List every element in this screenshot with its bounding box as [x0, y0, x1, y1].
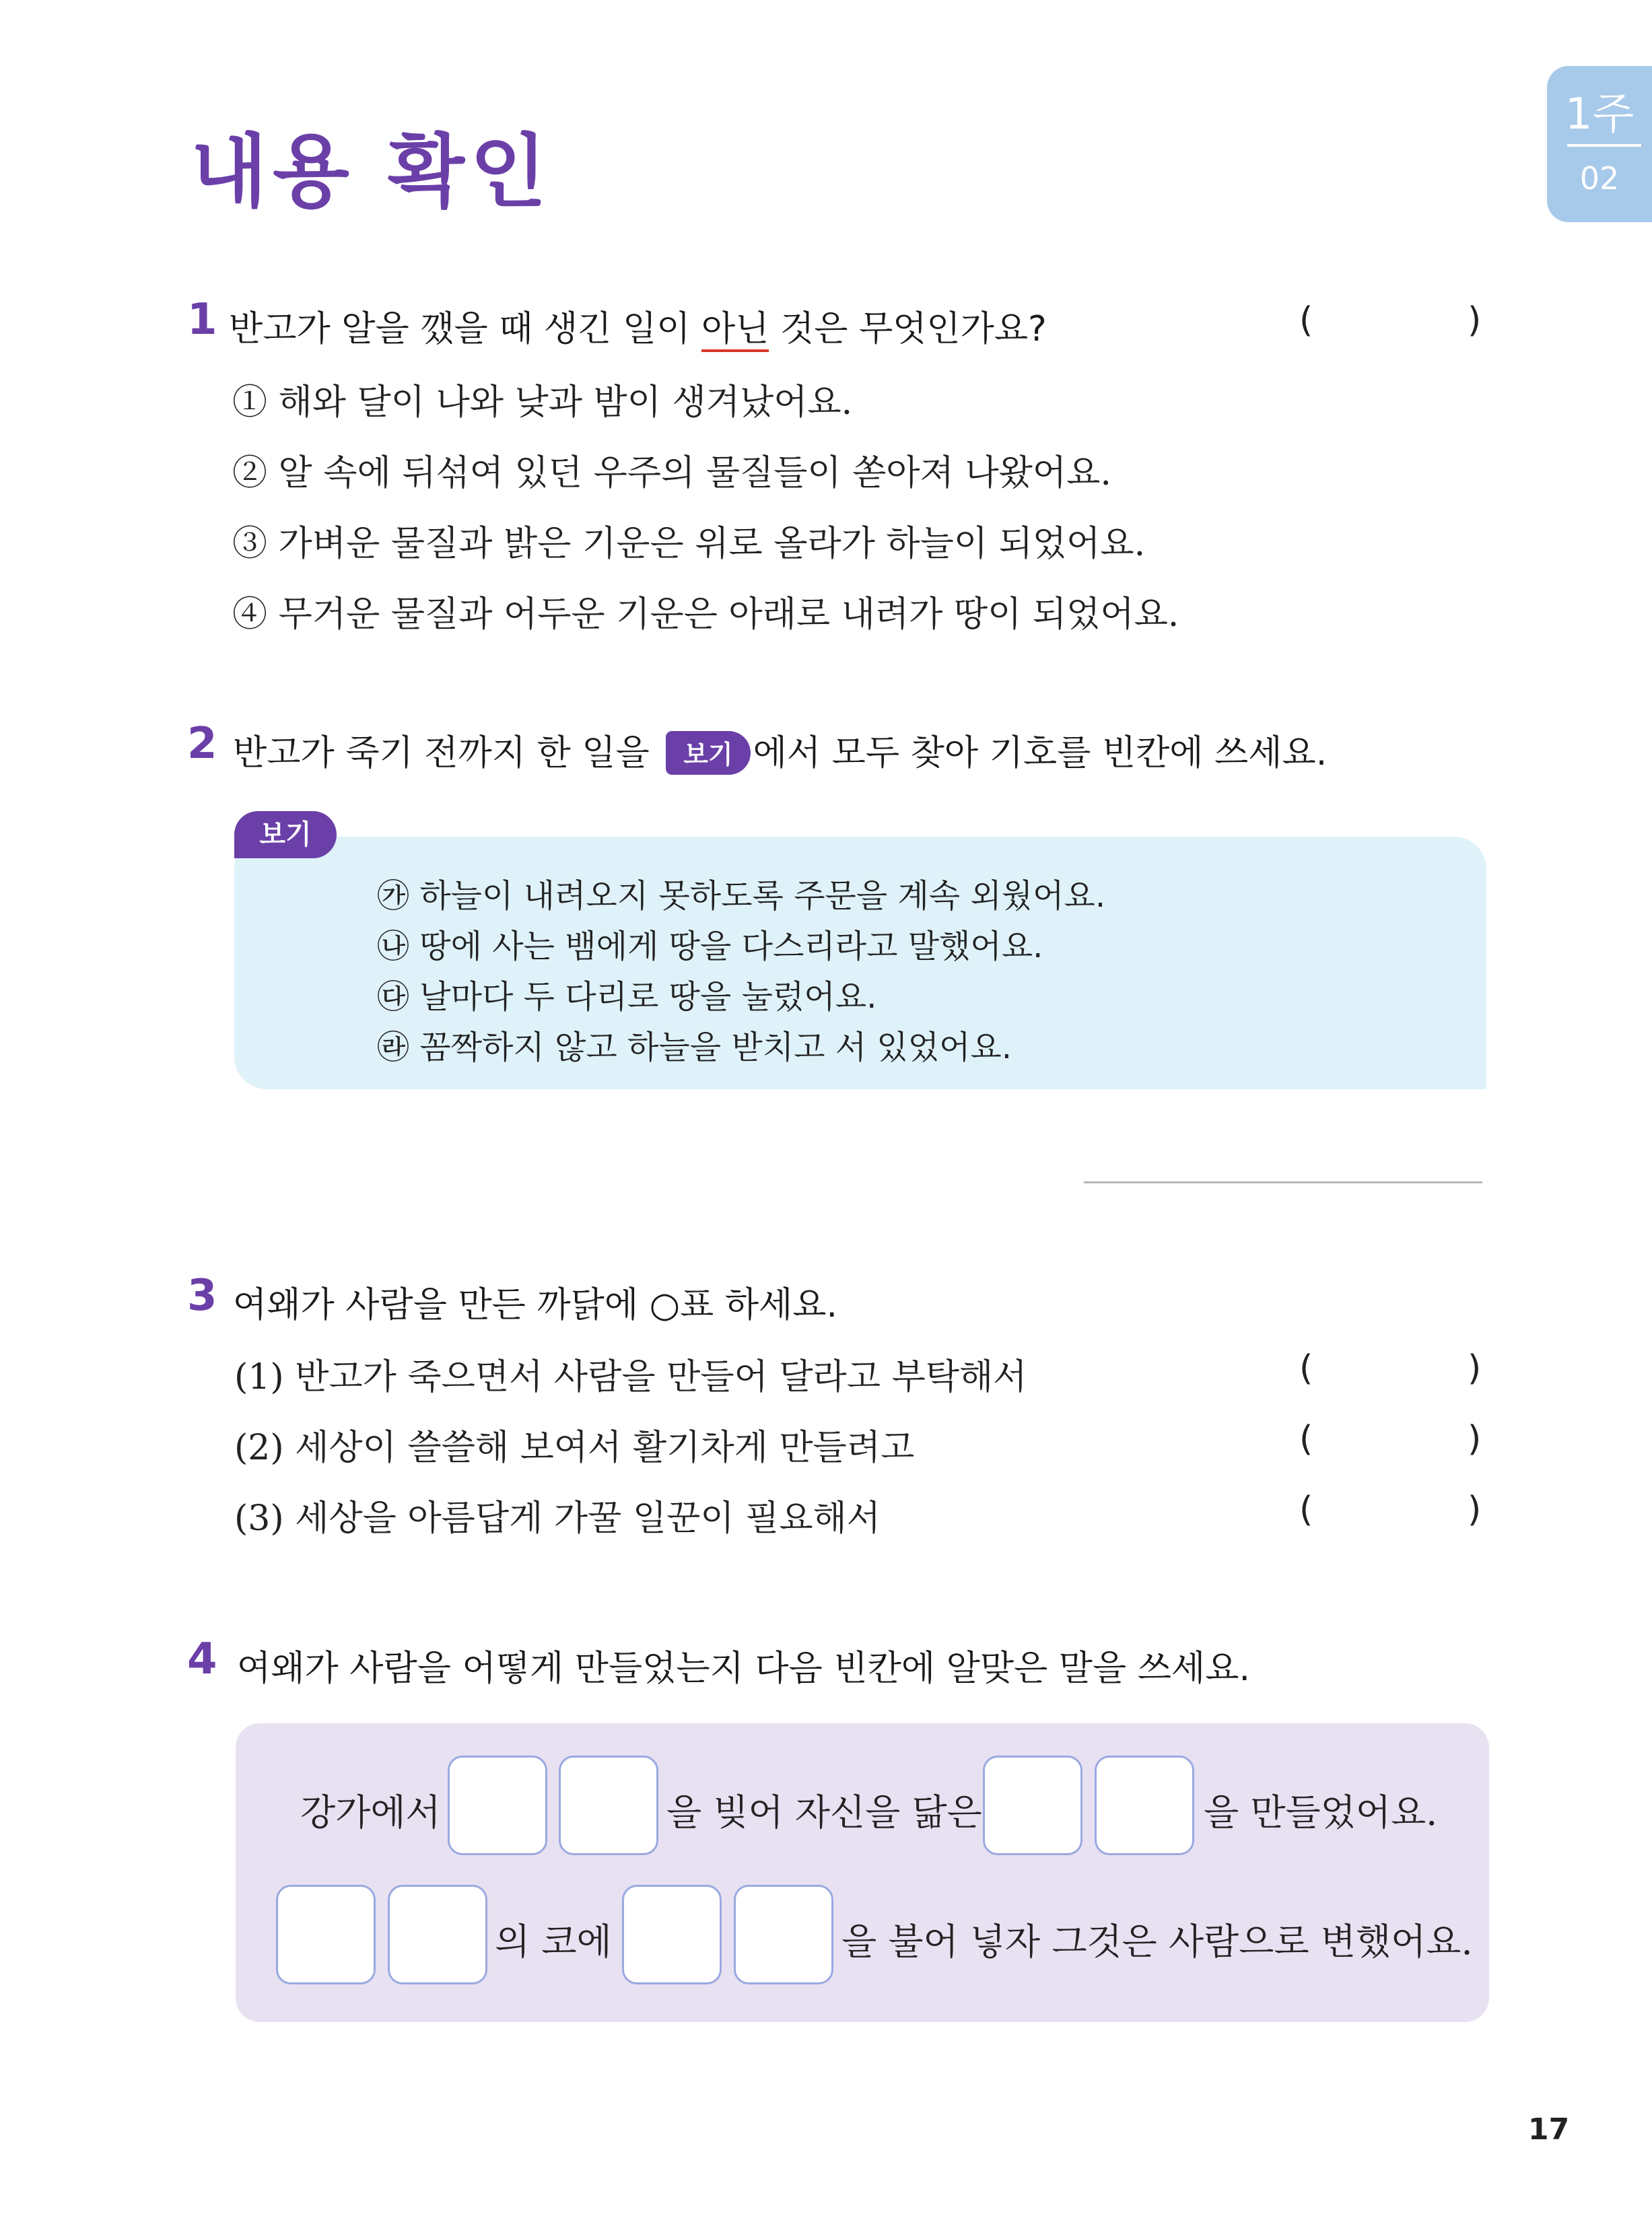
bogi-label: 보기 [234, 811, 337, 858]
page-title: 내용 확인 [191, 125, 553, 218]
question-1-text-part: 반고가 알을 깼을 때 생긴 일이 [229, 309, 701, 349]
question-1-option: ② 알 속에 뒤섞여 있던 우주의 물질들이 쏟아져 나왔어요. [232, 453, 1111, 493]
question-1-answer-close: ) [1468, 300, 1482, 341]
question-3-answer-field[interactable] [1346, 1486, 1454, 1533]
question-2-answer-line[interactable] [1084, 1181, 1482, 1183]
bogi-inline-tag: 보기 [666, 731, 750, 775]
question-1-option: ③ 가벼운 물질과 밝은 기운은 위로 올라가 하늘이 되었어요. [232, 524, 1146, 564]
question-3-option: (3) 세상을 아름답게 가꿀 일꾼이 필요해서 [234, 1498, 881, 1539]
question-3-answer-open: ( [1299, 1419, 1313, 1459]
question-4-number: 4 [187, 1634, 217, 1684]
fill-text: 을 빚어 자신을 닮은 [666, 1791, 982, 1834]
lesson-number: 02 [1579, 160, 1620, 197]
question-1-option: ① 해와 달이 나와 낮과 밤이 생겨났어요. [232, 382, 853, 423]
bogi-item: ㉱ 꼼짝하지 않고 하늘을 받치고 서 있었어요. [377, 1029, 1012, 1066]
question-3-answer-close: ) [1468, 1419, 1482, 1459]
fill-text: 강가에서 [300, 1791, 441, 1834]
bogi-item: ㉮ 하늘이 내려오지 못하도록 주문을 계속 외웠어요. [377, 877, 1106, 915]
question-3-answer-field[interactable] [1346, 1415, 1454, 1462]
question-3-answer-open: ( [1299, 1490, 1313, 1530]
bogi-item: ㉰ 날마다 두 다리로 땅을 눌렀어요. [377, 978, 877, 1016]
week-tab [1547, 66, 1652, 222]
question-2-text-part: 에서 모두 찾아 기호를 빈칸에 쓰세요. [753, 733, 1328, 773]
question-3-text: 여왜가 사람을 만든 까닭에 ○표 하세요. [233, 1285, 838, 1325]
question-3-answer-close: ) [1468, 1348, 1482, 1389]
blank-input[interactable] [448, 1756, 547, 1855]
week-tab-divider [1567, 144, 1641, 147]
question-1-option: ④ 무거운 물질과 어두운 기운은 아래로 내려가 땅이 되었어요. [232, 594, 1179, 635]
fill-text: 을 불어 넣자 그것은 사람으로 변했어요. [841, 1920, 1473, 1963]
question-1-answer-open: ( [1299, 300, 1313, 341]
blank-input[interactable] [276, 1885, 376, 1984]
blank-input[interactable] [622, 1885, 722, 1984]
fill-text: 을 만들었어요. [1204, 1791, 1438, 1834]
blank-input[interactable] [734, 1885, 833, 1984]
page-number: 17 [1528, 2112, 1570, 2147]
question-2-number: 2 [187, 719, 217, 769]
question-3-number: 3 [187, 1271, 217, 1321]
question-3-option: (2) 세상이 쓸쓸해 보여서 활기차게 만들려고 [234, 1428, 915, 1468]
blank-input[interactable] [983, 1756, 1082, 1855]
question-3-answer-open: ( [1299, 1348, 1313, 1389]
blank-input[interactable] [388, 1885, 487, 1984]
question-1-underlined-word: 아닌 [701, 309, 769, 352]
question-1-text [229, 300, 1047, 351]
question-1-answer-field[interactable] [1346, 296, 1454, 343]
question-2-text [233, 724, 1327, 777]
question-1-number: 1 [187, 295, 217, 345]
bogi-item: ㉯ 땅에 사는 뱀에게 땅을 다스리라고 말했어요. [377, 928, 1043, 965]
question-2-text-part: 반고가 죽기 전까지 한 일을 [233, 733, 661, 773]
question-3-answer-close: ) [1468, 1490, 1482, 1530]
question-1-text-part: 것은 무엇인가요? [769, 309, 1047, 349]
blank-input[interactable] [1095, 1756, 1194, 1855]
week-label: 1주 [1564, 90, 1634, 139]
blank-input[interactable] [559, 1756, 658, 1855]
fill-text: 의 코에 [495, 1920, 612, 1963]
question-3-option: (1) 반고가 죽으면서 사람을 만들어 달라고 부탁해서 [234, 1357, 1027, 1397]
question-3-answer-field[interactable] [1346, 1344, 1454, 1391]
question-4-text: 여왜가 사람을 어떻게 만들었는지 다음 빈칸에 알맞은 말을 쓰세요. [237, 1649, 1251, 1689]
